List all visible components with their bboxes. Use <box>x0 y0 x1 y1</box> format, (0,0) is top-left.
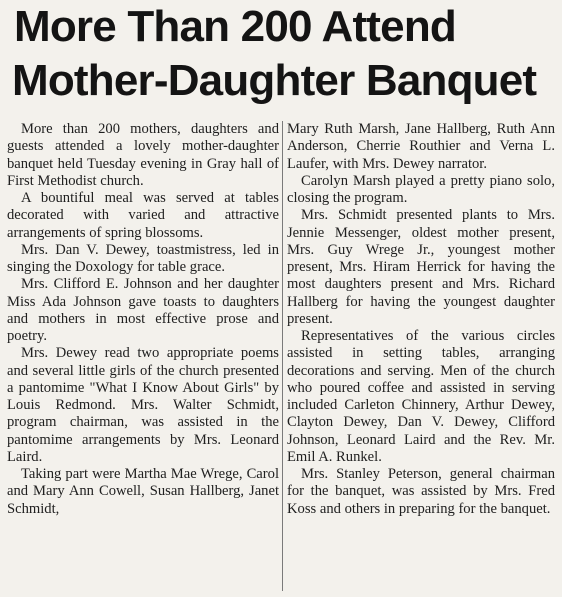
paragraph-representatives: Representatives of the various circles assisted in setting tables, arranging decorations and serving. Men of the church who poured coffee and assisted in serving included Carleton Chinnery, Arthur Dewey, Clayton Dewey, Dan V. Dewey, Clifford Johnson, Leonard Laird and the Rev. Mr. Emil A. Runkel. <box>287 328 555 465</box>
paragraph-opening: More than 200 mothers, daughters and guests attended a lovely mother-daughter banquet held Tuesday evening in Gray hall of First Methodist church. <box>7 121 279 189</box>
paragraph-participants-continued: Mary Ruth Marsh, Jane Hallberg, Ruth Ann Anderson, Cherrie Routhier and Verna L. Laufer, with Mrs. Dewey narrator. <box>287 121 555 172</box>
headline-line-1: More Than 200 Attend <box>14 2 456 51</box>
paragraph-meal: A bountiful meal was served at tables decorated with varied and attractive arrangements of spring blossoms. <box>7 190 279 241</box>
article-column-right <box>287 121 555 518</box>
article-column-left <box>7 121 279 518</box>
paragraph-chairman: Mrs. Stanley Peterson, general chairman for the banquet, was assisted by Mrs. Fred Koss and others in preparing for the banquet. <box>287 466 555 517</box>
paragraph-participants: Taking part were Martha Mae Wrege, Carol and Mary Ann Cowell, Susan Hallberg, Janet Schmidt, <box>7 466 279 517</box>
paragraph-toastmistress: Mrs. Dan V. Dewey, toastmistress, led in singing the Doxology for table grace. <box>7 241 279 275</box>
paragraph-plants: Mrs. Schmidt presented plants to Mrs. Jennie Messenger, oldest mother present, Mrs. Guy Wrege Jr., youngest mother present, Mrs. Hiram Herrick for having the most daughters present and Mrs. Richard Hallberg for having the youngest daughter present. <box>287 207 555 327</box>
column-divider <box>282 121 283 591</box>
paragraph-toasts: Mrs. Clifford E. Johnson and her daughter Miss Ada Johnson gave toasts to daughters and mothers in most effective prose and poetry. <box>7 276 279 344</box>
headline-line-2: Mother-Daughter Banquet <box>12 56 537 105</box>
paragraph-pantomime: Mrs. Dewey read two appropriate poems and several little girls of the church presented a pantomime "What I Know About Girls" by Louis Redmond. Mrs. Walter Schmidt, program chairman, was assisted in the pantomime arrangements by Mrs. Leonard Laird. <box>7 345 279 465</box>
paragraph-piano-solo: Carolyn Marsh played a pretty piano solo, closing the program. <box>287 172 555 206</box>
